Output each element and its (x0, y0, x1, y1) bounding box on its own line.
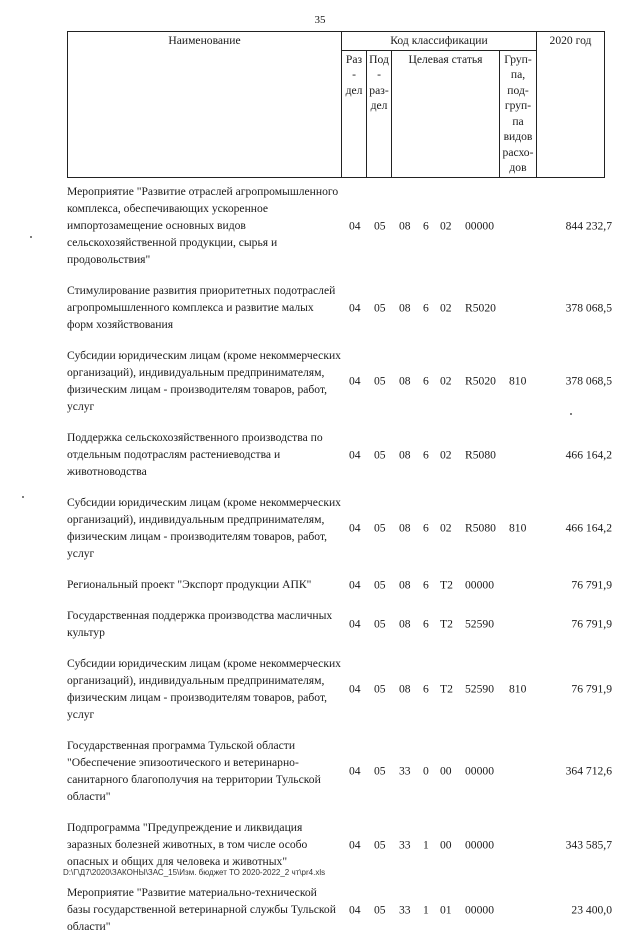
row-prog: 08 (399, 578, 411, 591)
table-row (0, 494, 640, 562)
row-podrazdel: 05 (374, 521, 386, 535)
row-prog: 08 (399, 219, 411, 232)
row-main: 02 (440, 301, 452, 314)
row-vid: 810 (509, 521, 527, 535)
row-amount: 378 068,5 (565, 374, 612, 388)
row-main: 00 (440, 838, 452, 851)
row-main: 02 (440, 219, 452, 232)
table-row (0, 347, 640, 415)
header-razdel: Раз- дел (342, 50, 367, 177)
header-classification: Код классификации (342, 32, 537, 51)
row-main: 02 (440, 521, 452, 535)
row-podrazdel: 05 (374, 448, 386, 461)
row-name: Государственная поддержка производства масличных культур (67, 609, 333, 639)
row-podrazdel: 05 (374, 838, 386, 851)
header-name: Наименование (68, 32, 342, 178)
row-podrazdel: 05 (374, 764, 386, 778)
row-sub: 0 (423, 764, 429, 778)
table-row (0, 819, 640, 870)
budget-rows (0, 183, 640, 949)
row-sub: 6 (423, 617, 429, 631)
row-razdel: 04 (349, 617, 361, 631)
row-prog: 08 (399, 521, 411, 535)
row-main: Т2 (440, 617, 453, 631)
row-razdel: 04 (349, 838, 361, 851)
header-group: Груп- па, под- груп- па видов расхо- дов (500, 50, 537, 177)
table-row (0, 429, 640, 480)
table-row (0, 737, 640, 805)
row-dir: 00000 (465, 764, 494, 778)
row-amount: 466 164,2 (565, 521, 612, 535)
row-podrazdel: 05 (374, 682, 386, 696)
header-year: 2020 год (537, 32, 605, 178)
table-header (67, 31, 605, 178)
row-vid: 810 (509, 374, 527, 388)
table-row (0, 655, 640, 723)
row-main: 02 (440, 374, 452, 388)
header-target: Целевая статья (392, 50, 500, 177)
row-razdel: 04 (349, 578, 361, 591)
row-amount: 76 791,9 (571, 682, 612, 696)
scan-speck (30, 236, 32, 238)
row-amount: 343 585,7 (565, 838, 612, 851)
row-dir: 00000 (465, 903, 494, 916)
row-podrazdel: 05 (374, 301, 386, 314)
row-vid: 810 (509, 682, 527, 696)
row-dir: R5020 (465, 301, 496, 314)
row-razdel: 04 (349, 374, 361, 388)
row-sub: 6 (423, 219, 429, 232)
row-sub: 1 (423, 838, 429, 851)
scan-speck (22, 496, 24, 498)
row-prog: 08 (399, 374, 411, 388)
row-podrazdel: 05 (374, 903, 386, 916)
row-prog: 08 (399, 448, 411, 461)
row-prog: 08 (399, 682, 411, 696)
table-row (0, 183, 640, 268)
row-razdel: 04 (349, 764, 361, 778)
row-name: Субсидии юридическим лицам (кроме некоммерческих организаций), индивидуальным предпринимателям, физическим лицам - производителям товаров, работ, услуг (67, 496, 341, 560)
row-sub: 6 (423, 521, 429, 535)
row-dir: R5080 (465, 448, 496, 461)
row-dir: 52590 (465, 617, 494, 631)
row-main: 00 (440, 764, 452, 778)
page-number: 35 (314, 14, 326, 26)
table-row (0, 282, 640, 333)
row-main: Т2 (440, 682, 453, 696)
row-dir: R5080 (465, 521, 496, 535)
row-podrazdel: 05 (374, 578, 386, 591)
row-sub: 6 (423, 374, 429, 388)
row-razdel: 04 (349, 521, 361, 535)
table-row (0, 884, 640, 935)
row-sub: 6 (423, 578, 429, 591)
row-main: 01 (440, 903, 452, 916)
row-sub: 6 (423, 301, 429, 314)
row-prog: 33 (399, 903, 411, 916)
row-podrazdel: 05 (374, 617, 386, 631)
row-name: Стимулирование развития приоритетных подотраслей агропромышленного комплекса и развитие малых форм хозяйствования (67, 284, 336, 331)
table-row (0, 607, 640, 641)
row-amount: 466 164,2 (565, 448, 612, 461)
row-prog: 33 (399, 838, 411, 851)
row-dir: 00000 (465, 219, 494, 232)
row-razdel: 04 (349, 682, 361, 696)
row-amount: 76 791,9 (571, 578, 612, 591)
row-dir: 00000 (465, 838, 494, 851)
row-name: Поддержка сельскохозяйственного производства по отдельным подотраслям растениеводства и животноводства (67, 431, 323, 478)
row-razdel: 04 (349, 448, 361, 461)
row-podrazdel: 05 (374, 374, 386, 388)
row-prog: 08 (399, 617, 411, 631)
row-main: Т2 (440, 578, 453, 591)
row-sub: 6 (423, 448, 429, 461)
row-name: Мероприятие "Развитие отраслей агропромышленного комплекса, обеспечивающих ускоренное импортозамещение основных видов сельскохозяйственной продукции, сырья и продовольствия" (67, 185, 339, 266)
row-razdel: 04 (349, 301, 361, 314)
row-amount: 364 712,6 (565, 764, 612, 778)
header-podrazdel: Под- раз- дел (367, 50, 392, 177)
row-amount: 844 232,7 (565, 219, 612, 232)
row-name: Субсидии юридическим лицам (кроме некоммерческих организаций), индивидуальным предпринимателям, физическим лицам - производителям товаров, работ, услуг (67, 657, 341, 721)
row-razdel: 04 (349, 903, 361, 916)
row-prog: 08 (399, 301, 411, 314)
row-dir: 52590 (465, 682, 494, 696)
row-amount: 23 400,0 (571, 903, 612, 916)
row-name: Государственная программа Тульской области "Обеспечение эпизоотического и ветеринарно-санитарного благополучия на территории Тульской области" (67, 739, 321, 803)
row-razdel: 04 (349, 219, 361, 232)
row-name: Субсидии юридическим лицам (кроме некоммерческих организаций), индивидуальным предпринимателям, физическим лицам - производителям товаров, работ, услуг (67, 349, 341, 413)
scan-speck (570, 413, 572, 415)
row-name: Мероприятие "Развитие материально-технической базы государственной ветеринарной службы Тульской области" (67, 886, 336, 933)
row-name: Подпрограмма "Предупреждение и ликвидация заразных болезней животных, в том числе особо опасных и общих для человека и животных" (67, 821, 308, 868)
table-row (0, 576, 640, 593)
row-sub: 6 (423, 682, 429, 696)
row-amount: 76 791,9 (571, 617, 612, 631)
file-path-footer: D:\Г\Д7\2020\ЗАКОНЫ\ЗАС_15\Изм. бюджет ТО 2020-2022_2 чт\pr4.xls (63, 868, 326, 877)
row-dir: 00000 (465, 578, 494, 591)
row-podrazdel: 05 (374, 219, 386, 232)
row-name: Региональный проект "Экспорт продукции АПК" (67, 578, 312, 591)
row-main: 02 (440, 448, 452, 461)
row-dir: R5020 (465, 374, 496, 388)
row-amount: 378 068,5 (565, 301, 612, 314)
row-prog: 33 (399, 764, 411, 778)
row-sub: 1 (423, 903, 429, 916)
